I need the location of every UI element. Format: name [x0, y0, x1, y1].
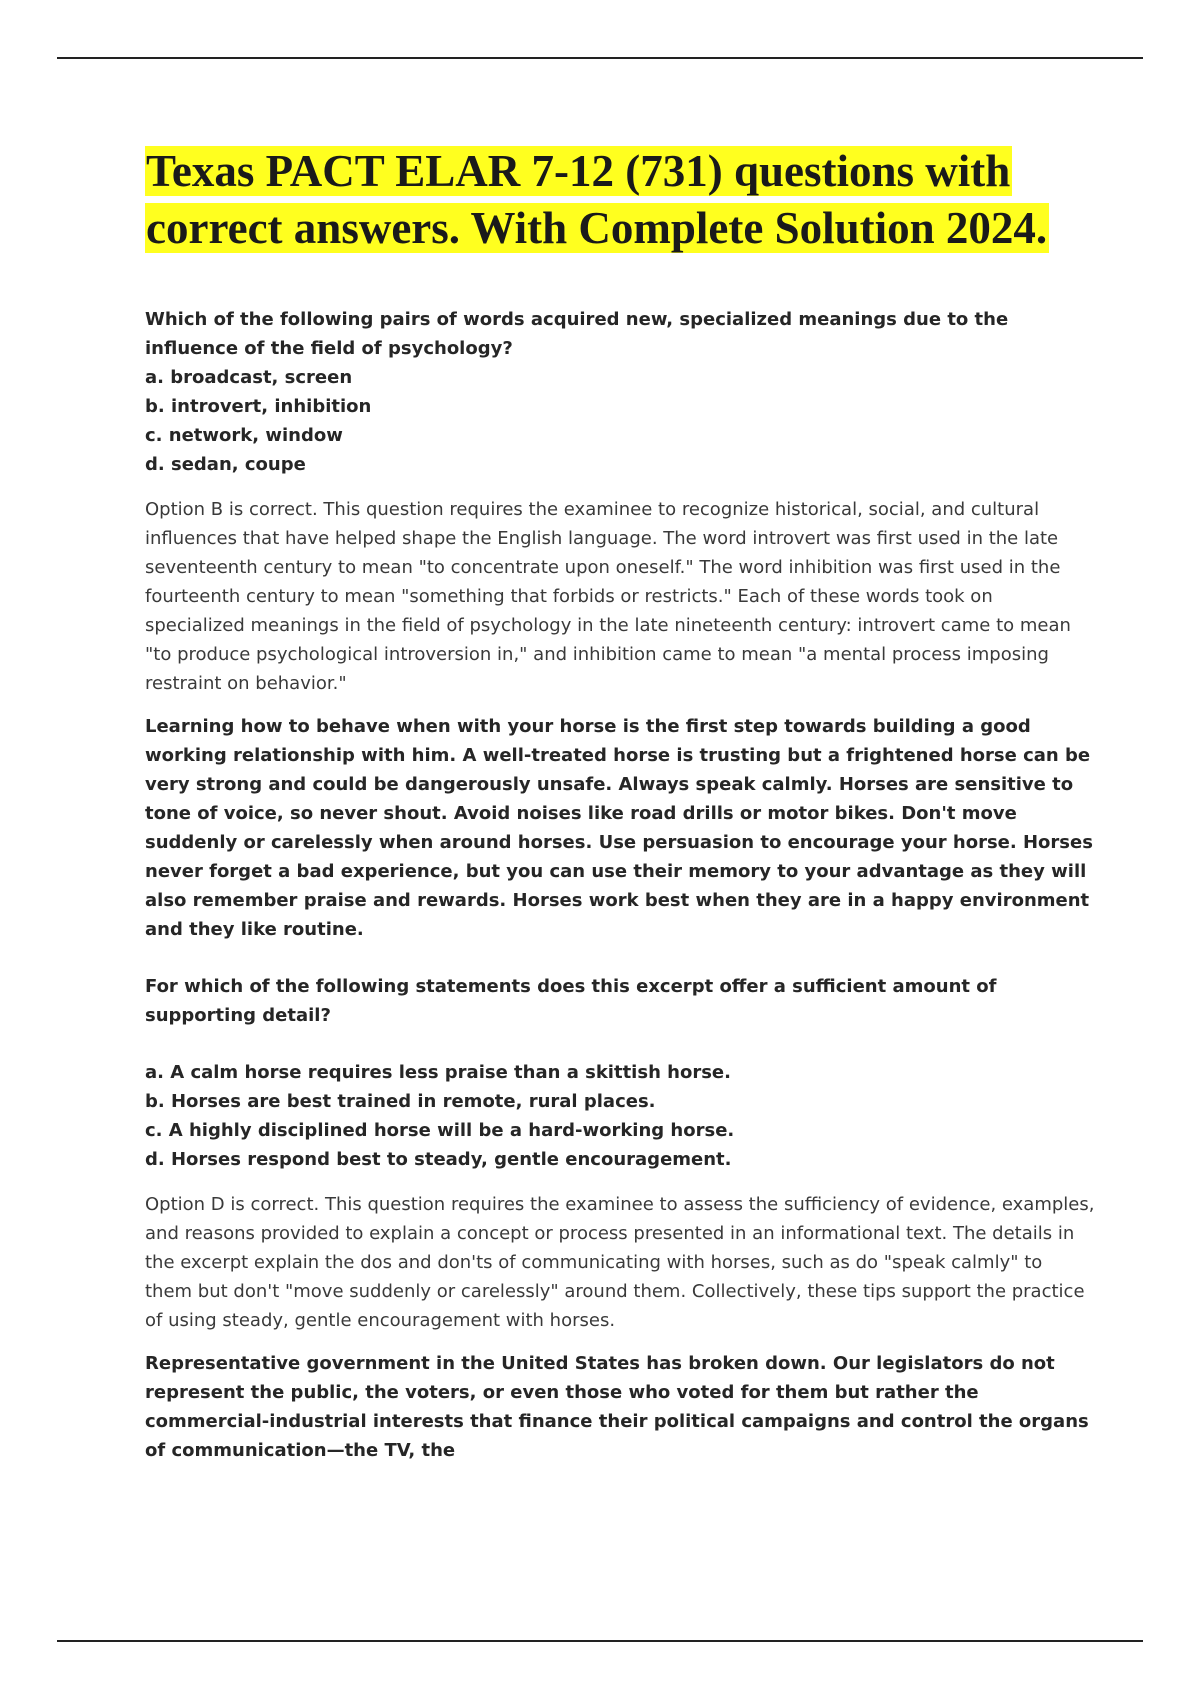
question-2-passage: Learning how to behave when with your horse is the first step towards building a good working relationship with him. A well-treated horse is trusting but a frightened horse can be very strong and could be dangerously unsafe. Always speak calmly. Horses are sensitive to tone of voice, so never shout. Avoid noises like road drills or motor bikes. Don't move suddenly or carelessly when around horses. Use persuasion to encourage your horse. Horses never forget a bad experience, but you can use their memory to your advantage as they will also remember praise and rewards. Horses work best when they are in a happy environment and they like routine.: [145, 716, 1093, 940]
question-2-option-c: c. A highly disciplined horse will be a hard-working horse.: [145, 1120, 735, 1141]
question-3-passage: Representative government in the United States has broken down. Our legislators do not represent the public, the voters, or even those who voted for them but rather the commercial-industrial interests that finance their political campaigns and control the organs of communication—the TV, the: [145, 1353, 1089, 1461]
question-1-option-c: c. network, window: [145, 425, 343, 446]
question-1-option-d: d. sedan, coupe: [145, 454, 306, 475]
bottom-rule: [57, 1640, 1143, 1642]
question-1-text: Which of the following pairs of words acquired new, specialized meanings due to the influence of the field of psychology?: [145, 309, 1009, 359]
question-1-option-a: a. broadcast, screen: [145, 367, 353, 388]
question-1-answer: Option B is correct. This question requires the examinee to recognize historical, social, and cultural influences that have helped shape the English language. The word introvert was first used in the late seventeenth century to mean "to concentrate upon oneself." The word inhibition was first used in the fourteenth century to mean "something that forbids or restricts." Each of these words took on specialized meanings in the field of psychology in the late nineteenth century: introvert came to mean "to produce psychological introversion in," and inhibition came to mean "a mental process imposing restraint on behavior.": [145, 499, 1071, 694]
question-1-option-b: b. introvert, inhibition: [145, 396, 372, 417]
question-2-answer: Option D is correct. This question requires the examinee to assess the sufficiency of evidence, examples, and reasons provided to explain a concept or process presented in an informational text. The details in the excerpt explain the dos and don'ts of communicating with horses, such as do "speak calmly" to them but don't "move suddenly or carelessly" around them. Collectively, these tips support the practice of using steady, gentle encouragement with horses.: [145, 1194, 1095, 1331]
document-title: [145, 143, 1095, 257]
question-2-option-b: b. Horses are best trained in remote, rural places.: [145, 1091, 656, 1112]
question-2-text: For which of the following statements does this excerpt offer a sufficient amount of supporting detail?: [145, 976, 997, 1026]
question-2-option-a: a. A calm horse requires less praise than a skittish horse.: [145, 1062, 731, 1083]
question-2-option-d: d. Horses respond best to steady, gentle encouragement.: [145, 1149, 732, 1170]
question-2-options: [145, 1058, 1095, 1174]
title-highlight: Texas PACT ELAR 7-12 (731) questions with correct answers. With Complete Solution 2024.: [146, 146, 1048, 253]
top-rule: [57, 57, 1143, 59]
document-body: [145, 143, 1095, 1465]
question-1-options: [145, 363, 1095, 479]
